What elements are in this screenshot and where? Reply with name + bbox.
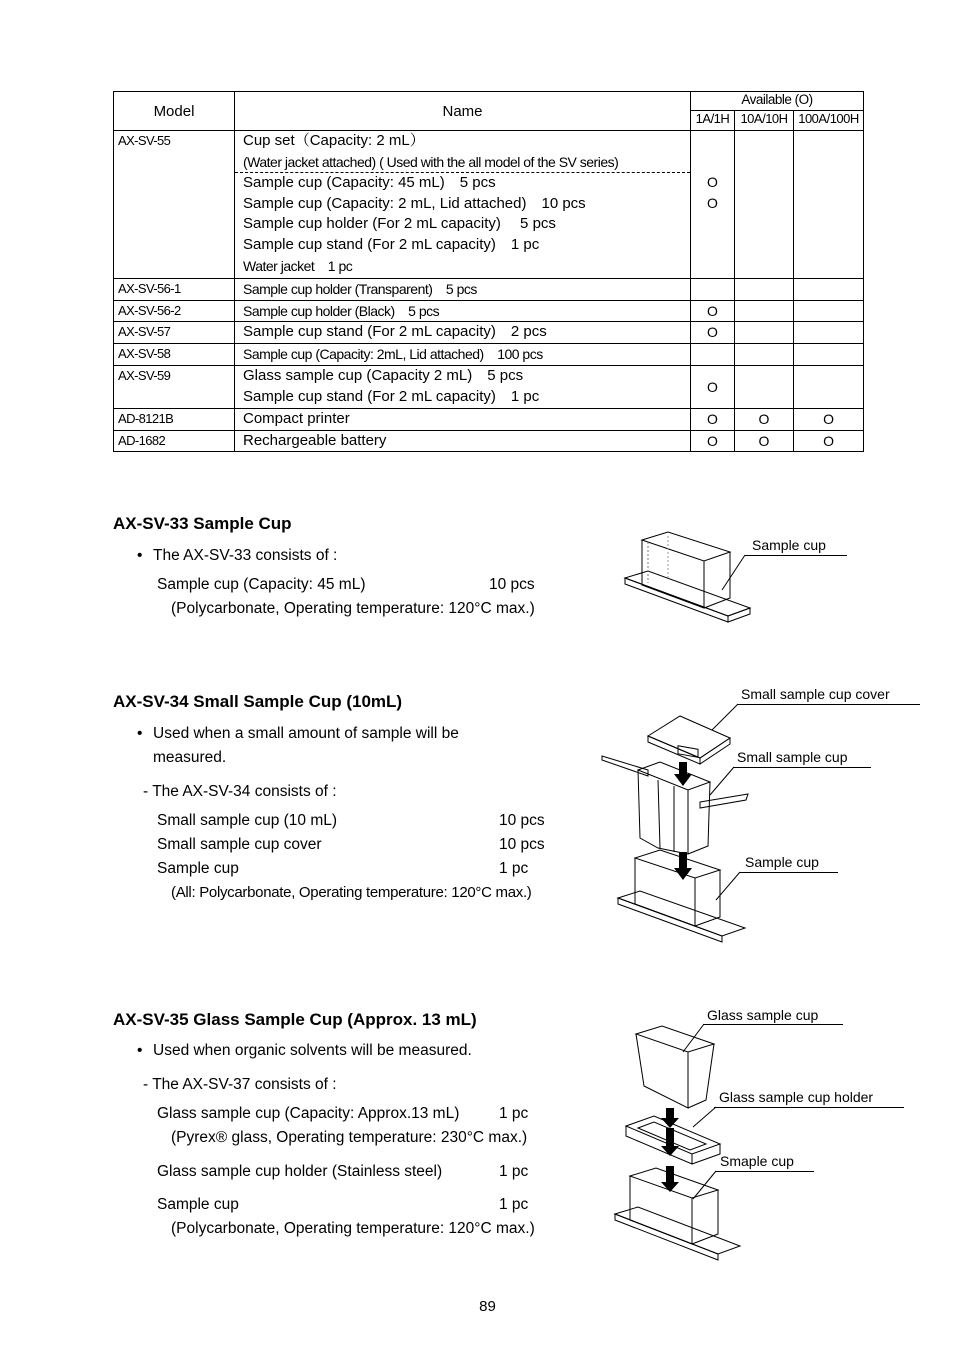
name-line: (Water jacket attached) ( Used with the all model of the SV series) (243, 153, 619, 170)
avail-cell (794, 279, 864, 301)
sv35-item: Glass sample cup (Capacity: Approx.13 mL) (157, 1105, 460, 1122)
leader-line (690, 1107, 718, 1131)
table-row (114, 300, 864, 322)
leader-line (740, 872, 838, 873)
model-cell: AX-SV-56-2 (114, 300, 235, 322)
leader-line (733, 767, 871, 768)
model-cell: AX-SV-59 (114, 366, 235, 409)
name-cell: Sample cup holder (Black) 5 pcs (235, 300, 691, 322)
fig-label-sample-cup-3: Smaple cup (720, 1153, 794, 1169)
avail-cell (691, 344, 735, 366)
model-cell: AX-SV-58 (114, 344, 235, 366)
leader-line (737, 704, 920, 705)
sv35-title: AX-SV-35 Glass Sample Cup (Approx. 13 mL) (113, 1010, 477, 1029)
avail-cell (691, 131, 735, 279)
avail-cell (794, 344, 864, 366)
sv35-qty: 1 pc (499, 1105, 529, 1122)
sv34-title: AX-SV-34 Small Sample Cup (10mL) (113, 692, 403, 711)
name-line: Cup set（Capacity: 2 mL） (243, 132, 425, 149)
avail-cell (735, 366, 794, 409)
small-sample-cup-illustration (600, 708, 750, 948)
table-row (114, 322, 864, 344)
sv33-bullet: • The AX-SV-33 consists of : (153, 547, 337, 565)
name-cell: Sample cup (Capacity: 2mL, Lid attached) 100 pcs (235, 344, 691, 366)
header-col-10a: 10A/10H (735, 111, 794, 131)
avail-cell (794, 131, 864, 279)
avail-cell: O (691, 409, 735, 431)
fig-label-sample-cup-2: Sample cup (745, 854, 819, 870)
sv34-bullet: • Used when a small amount of sample will be (153, 725, 459, 743)
sv35-consists: - The AX-SV-37 consists of : (143, 1076, 337, 1093)
table-row (114, 279, 864, 301)
glass-sample-cup-illustration (610, 1022, 750, 1262)
sv34-item: Small sample cup (10 mL) (157, 812, 338, 829)
fig-label-glass-cup: Glass sample cup (707, 1007, 819, 1023)
table-row (114, 366, 864, 409)
avail-mark: O (707, 194, 718, 211)
name-line: Sample cup holder (For 2 mL capacity) 5 pcs (243, 215, 556, 233)
header-available: Available (O) (691, 92, 864, 111)
model-cell: AX-SV-55 (114, 131, 235, 279)
avail-cell (735, 131, 794, 279)
avail-cell (794, 366, 864, 409)
avail-cell: O (735, 409, 794, 431)
model-cell: AX-SV-57 (114, 322, 235, 344)
name-cell: Compact printer (235, 409, 691, 431)
name-line: Sample cup stand (For 2 mL capacity) 1 pc (243, 235, 540, 253)
page-number: 89 (479, 1298, 496, 1315)
sv35-qty: 1 pc (499, 1163, 529, 1180)
sv35-item: Glass sample cup holder (Stainless steel) (157, 1163, 443, 1180)
sv34-note: (All: Polycarbonate, Operating temperature: 120°C max.) (171, 884, 532, 901)
sv35-item: Sample cup (157, 1196, 239, 1213)
header-col-100a: 100A/100H (794, 111, 864, 131)
sv35-bullet: • Used when organic solvents will be measured. (153, 1042, 472, 1060)
avail-cell: O (691, 430, 735, 452)
avail-cell (794, 322, 864, 344)
name-line: Sample cup (Capacity: 45 mL) 5 pcs (235, 172, 690, 194)
sv34-bullet-cont: measured. (153, 749, 227, 766)
header-col-1a: 1A/1H (691, 111, 735, 131)
avail-cell (735, 322, 794, 344)
leader-line (712, 872, 742, 904)
table-row (114, 131, 864, 279)
header-model: Model (114, 92, 235, 131)
leader-line (708, 704, 740, 734)
name-cell: Sample cup stand (For 2 mL capacity) 2 pcs (235, 322, 691, 344)
avail-cell (691, 279, 735, 301)
name-cell (235, 131, 691, 279)
leader-line (714, 1107, 904, 1108)
sv33-title: AX-SV-33 Sample Cup (113, 514, 292, 533)
sv33-note: (Polycarbonate, Operating temperature: 120°C max.) (171, 600, 535, 617)
sv34-item: Small sample cup cover (157, 836, 322, 853)
name-line: Sample cup stand (For 2 mL capacity) 1 pc (243, 387, 540, 405)
avail-cell: O (794, 430, 864, 452)
leader-line (745, 555, 847, 556)
sv35-note: (Polycarbonate, Operating temperature: 120°C max.) (171, 1220, 535, 1237)
avail-cell (794, 300, 864, 322)
avail-mark: O (707, 174, 718, 190)
sv33-qty: 10 pcs (489, 576, 535, 593)
sv34-consists: - The AX-SV-34 consists of : (143, 783, 337, 800)
avail-cell: O (691, 300, 735, 322)
avail-cell: O (735, 430, 794, 452)
table-row (114, 409, 864, 431)
model-cell: AX-SV-56-1 (114, 279, 235, 301)
leader-line (706, 767, 736, 799)
avail-cell (735, 300, 794, 322)
sv33-item: Sample cup (Capacity: 45 mL) (157, 576, 366, 593)
table-row (114, 344, 864, 366)
header-name: Name (235, 92, 691, 131)
fig-label-small-cover: Small sample cup cover (741, 686, 890, 702)
model-cell: AD-1682 (114, 430, 235, 452)
name-cell (235, 366, 691, 409)
fig-label-small-cup: Small sample cup (737, 749, 848, 765)
sv34-qty: 10 pcs (499, 812, 545, 829)
name-cell: Sample cup holder (Transparent) 5 pcs (235, 279, 691, 301)
model-cell: AD-8121B (114, 409, 235, 431)
sv35-qty: 1 pc (499, 1196, 529, 1213)
leader-line (680, 1024, 706, 1056)
avail-cell: O (794, 409, 864, 431)
name-line: Glass sample cup (Capacity 2 mL) 5 pcs (243, 367, 524, 385)
name-line: Water jacket 1 pc (243, 257, 353, 274)
fig-label-sample-cup: Sample cup (752, 537, 826, 553)
avail-cell: O (691, 322, 735, 344)
leader-line (718, 555, 748, 595)
avail-cell: O (691, 366, 735, 409)
accessory-table (113, 91, 864, 452)
leader-line (703, 1024, 843, 1025)
leader-line (690, 1171, 718, 1203)
name-line: Sample cup (Capacity: 2 mL, Lid attached) 10 pcs (243, 194, 586, 212)
avail-cell (735, 344, 794, 366)
leader-line (715, 1171, 814, 1172)
sv34-item: Sample cup (157, 860, 239, 877)
sv35-note: (Pyrex® glass, Operating temperature: 230°C max.) (171, 1129, 528, 1146)
table-row (114, 430, 864, 452)
sv34-qty: 10 pcs (499, 836, 545, 853)
avail-cell (735, 279, 794, 301)
fig-label-glass-holder: Glass sample cup holder (719, 1089, 874, 1105)
sv34-qty: 1 pc (499, 860, 529, 877)
name-cell: Rechargeable battery (235, 430, 691, 452)
